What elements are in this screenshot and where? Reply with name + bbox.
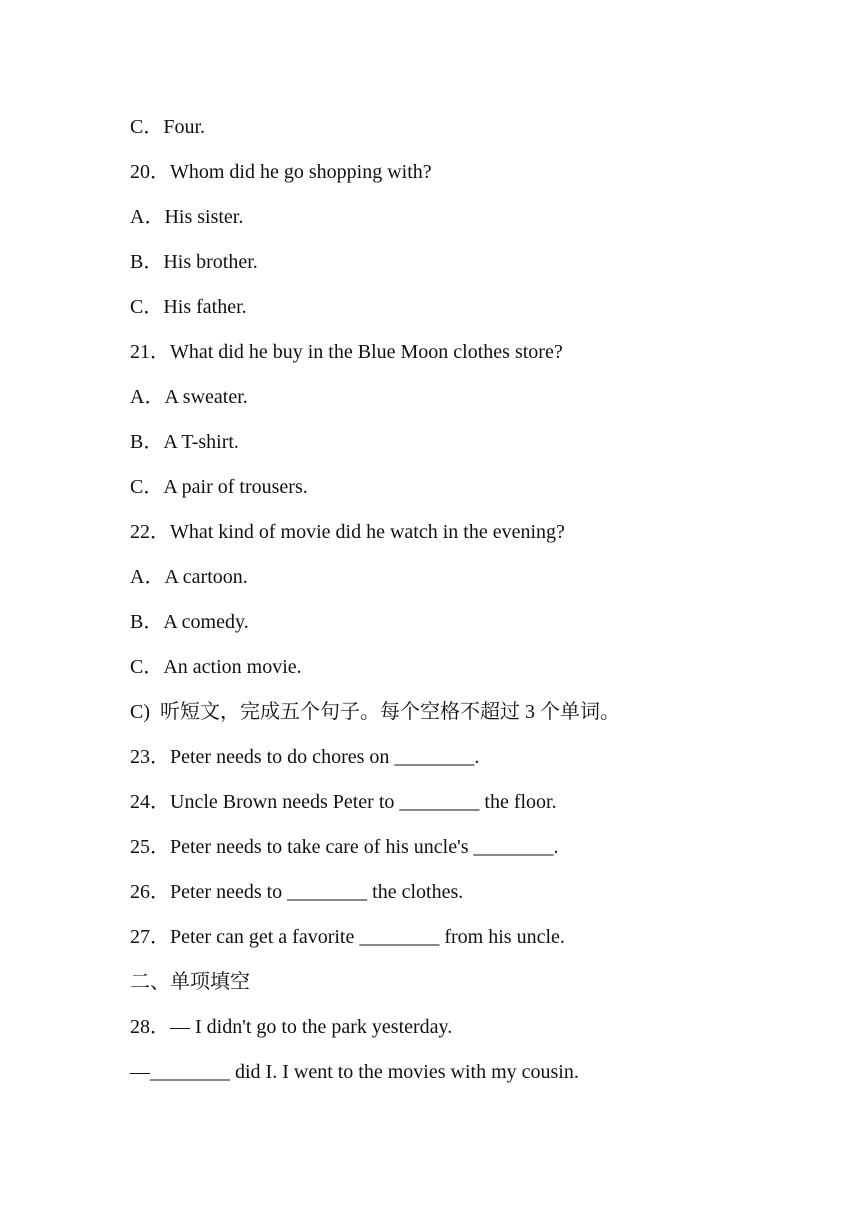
question-28: 28．— I didn't go to the park yesterday.	[130, 1016, 453, 1038]
document-body	[130, 112, 830, 1102]
question-26: 26．Peter needs to ________ the clothes.	[130, 881, 464, 903]
option-20b: B．His brother.	[130, 251, 258, 273]
option-20c: C．His father.	[130, 296, 247, 318]
option-19c: C．Four.	[130, 116, 206, 138]
question-22: 22．What kind of movie did he watch in the evening?	[130, 521, 565, 543]
question-20: 20．Whom did he go shopping with?	[130, 161, 432, 183]
option-21b: B．A T-shirt.	[130, 431, 239, 453]
option-22a: A．A cartoon.	[130, 566, 248, 588]
section-c-instructions: C) 听短文，完成五个句子。每个空格不超过 3 个单词。	[130, 701, 620, 723]
question-25: 25．Peter needs to take care of his uncle's ________.	[130, 836, 559, 858]
question-23: 23．Peter needs to do chores on ________.	[130, 746, 480, 768]
option-21c: C．A pair of trousers.	[130, 476, 308, 498]
option-20a: A．His sister.	[130, 206, 244, 228]
question-28-response: —________ did I. I went to the movies with my cousin.	[130, 1061, 579, 1083]
option-21a: A．A sweater.	[130, 386, 248, 408]
question-27: 27．Peter can get a favorite ________ from his uncle.	[130, 926, 565, 948]
question-21: 21．What did he buy in the Blue Moon clothes store?	[130, 341, 563, 363]
option-22b: B．A comedy.	[130, 611, 249, 633]
section-2-heading: 二、单项填空	[130, 971, 250, 993]
question-24: 24．Uncle Brown needs Peter to ________ the floor.	[130, 791, 557, 813]
option-22c: C．An action movie.	[130, 656, 302, 678]
